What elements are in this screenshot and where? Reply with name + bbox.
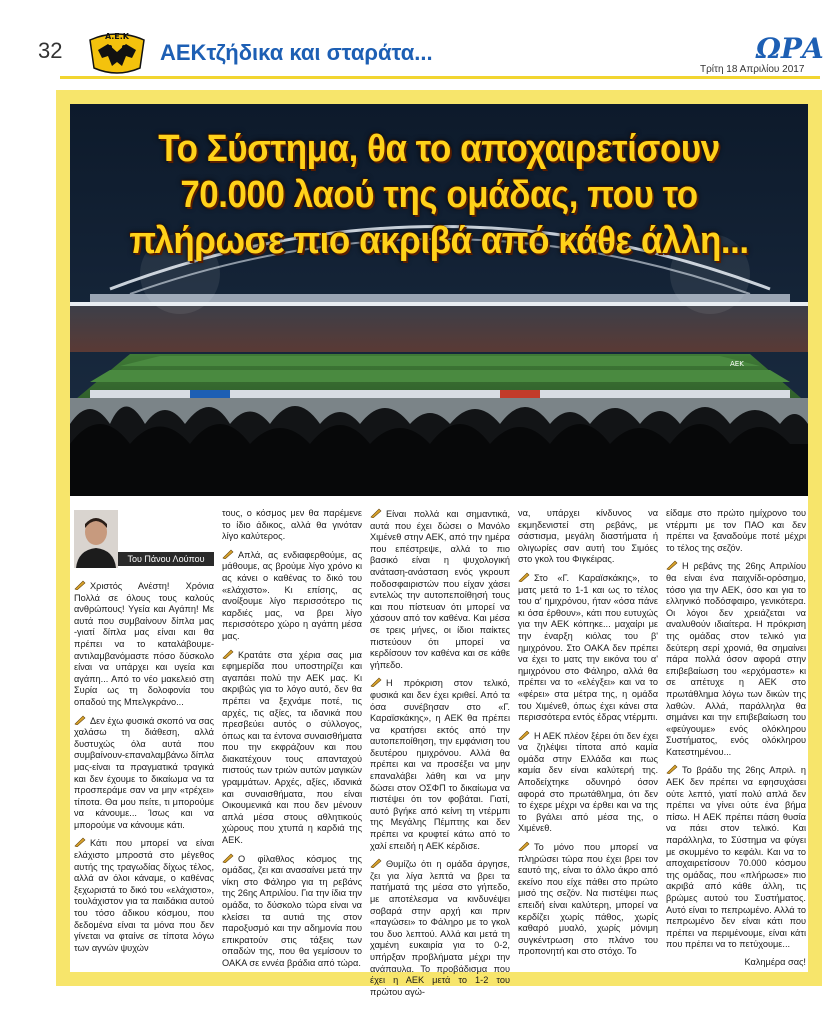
stadium-photo (70, 104, 808, 496)
pen-icon (370, 508, 382, 518)
paragraph: Χριστός Ανέστη! Χρόνια Πολλά σε όλους τους καλούς ανθρώπους! Υγεία και Αγάπη! Με αυτά που συμβαίνουν δίπλα μας -γιατί δίπλα μας είναι και θα πρέπει να το καταλάβουμε-αντιλαμβανόμαστε πόσο δύσκολο είναι να υπάρχει και υγεία και αγάπη... Από το νέο μακελειό στη Συρία ως τη δολοφονία του οπαδού της Μπελγκράνο... (74, 581, 214, 707)
headline-line-1: Το Σύστημα, θα το αποχαιρετίσουν (158, 128, 720, 170)
paragraph: Το μόνο που μπορεί να πληρώσει τώρα που έχει βρει τον εαυτό της, είναι το άλλο άκρο από εκείνο που είχε πάθει στο πρώτο μισό της σεζόν. Να πιστέψει πως επειδή είναι καλύτερη, μπορεί να κερδίζει χωρίς πάθος, χωρίς καθαρό μυαλό, χωρίς μόνιμη συγκέντρωση στο πλάνο του προπονητή και στο στόχο. Το (518, 842, 658, 957)
pen-icon (666, 764, 678, 774)
newspaper-name: ΩΡΑ (756, 32, 824, 65)
aek-eagle-logo (88, 28, 146, 76)
pen-icon (74, 580, 86, 590)
author-byline: Του Πάνου Λούπου (118, 552, 214, 566)
pen-icon (666, 560, 678, 570)
paragraph: να, υπάρχει κίνδυνος να εκμηδενιστεί στη ρεβάνς, με σάστισμα, μεγάλη διαστήματα ή ολιγωρίες σαν αυτή του Σιμόες στο γκολ του Φιγκέιρας. (518, 508, 658, 565)
paragraph: Το βράδυ της 26ης Απριλ. η ΑΕΚ δεν πρέπει να εφησυχάσει ούτε λεπτό, γιατί πολύ απλά δεν πρέπει να γίνει ούτε ένα βήμα πίσω. Η ΑΕΚ πρέπει πάση θυσία να πάει στον τελικό. Και παράλληλα, το Σύστημα να φύγει με σκυμμένο το κεφάλι. Και να το αποχαιρετίσουν 70.000 κόσμου της ομάδας, που «πλήρωσε» πιο ακριβά από κάθε άλλη, τις βρώμες αυτού του Συστήματος. Αυτό είναι το πεπρωμένο. Αλλά το πεπρωμένο δεν είναι κάτι που πρέπει να περιμένουμε, είναι κάτι που πρέπει να το πετύχουμε... (666, 765, 806, 950)
issue-date: Τρίτη 18 Απριλίου 2017 (700, 64, 805, 75)
column-5 (666, 508, 806, 975)
headline-line-3: πλήρωσε πιο ακριβά από κάθε άλλη... (129, 220, 749, 262)
pen-icon (74, 837, 86, 847)
article-body (70, 104, 808, 997)
paragraph: Στο «Γ. Καραϊσκάκης», το ματς μετά το 1-1 και ως το τέλος του α' ημιχρόνου, ήταν «όσα πάνε κι όσα έρθουν», κάτι που ευτυχώς για την ΑΕΚ κόπηκε... μαχαίρι με την έναρξη κιόλας του β' ημιχρόνου. Στο ΟΑΚΑ δεν πρέπει να έχει το ματς την εικόνα του α' ημιχρόνου στο Φάληρο, αλλά θα πρέπει να το «ελέγξει» και να το «φέρει» στα μέτρα της, η ομάδα του Χιμένεθ, όπως έχει κάνει στα περισσότερα εντός έδρας ντέρμπι. (518, 572, 658, 723)
pen-icon (222, 853, 234, 863)
paragraph: Κάτι που μπορεί να είναι ελάχιστο μπροστά στο μέγεθος αυτής της τραγωδίας δίχως τέλος, αλλά αν όλοι κάναμε, ο καθένας ξεχωριστά το δικό του «ελάχιστο», τουλάχιστον για τα παιδάκια αυτού του τόσο άδικου κόσμου, που δεδομένα είναι τα μόνα που δεν γίνεται να φταίνε σε τίποτα λόγω των αγνών ψυχών (74, 838, 215, 953)
paragraph: Η ρεβάνς της 26ης Απριλίου θα είναι ένα παιχνίδι-ορόσημο, τόσο για την ΑΕΚ, όσο και για το ελληνικό ποδόσφαιρο, γενικότερα. Οι λόγοι δεν χρειάζεται να αναλυθούν ιδιαίτερα. Η πρόκριση της ομάδας στον τελικό για δεύτερη σερί χρονιά, θα σημαίνει πάρα πολλά όσον αφορά στην επιβεβαίωση του «ερχόμαστε» κι σε απέτυχε η ΑΕΚ στο πρωτάθλημα λόγω των δικών της λαθών. Αλλά, παράλληλα θα σημάνει και την επιβεβαίωση του «φεύγουμε» ενός ολόκληρου Συστήματος, ενός ολόκληρου Κατεστημένου... (666, 561, 806, 757)
section-title: ΑΕΚτζήδικα και σταράτα... (160, 40, 433, 65)
paragraph: Είναι πολλά και σημαντικά, αυτά που έχει δώσει ο Μανόλο Χιμένεθ στην ΑΕΚ, από την ημέρα που επέστρεψε, αλλά το πιο βασικό είναι η ψυχολογική ανάταση-ανάσταση ενός γκρουπ ποδοσφαιριστών που είχαν χάσει εντελώς την αυτοπεποίθησή τους και που πίστευαν ότι μπορεί να χάσουν από τον καθένα. Και μέσα σε τρεις μήνες, οι ίδιοι παίκτες πιστεύουν ότι μπορεί να κερδίσουν τον καθένα και σε κάθε γήπεδο. (370, 509, 510, 670)
ad-board-text: AEK (730, 360, 744, 368)
paragraph: Θυμίζω ότι η ομάδα άργησε, ζει για λίγα λεπτά να βρει τα πατήματά της μέσα στο γήπεδο, με αποτέλεσμα να κινδυνέψει σοβαρά στην αρχή και πριν «παγώσει» το Φάληρο με το γκολ του δυο λεπτού. Αλλά και μετά τη χαμένη ευκαιρία για το 0-2, υπήρξαν προβλήματα μέχρι την ανάπαυλα. Το προβάδισμα που έχει η ΑΕΚ μετά το 1-2 του πρώτου αγώ- (370, 859, 510, 997)
column-1 (74, 508, 214, 960)
paragraph: Η πρόκριση στον τελικό, φυσικά και δεν έχει κριθεί. Από τα όσα συνέβησαν στο «Γ. Καραϊσκάκης», η ΑΕΚ θα πρέπει να κρατήσει εκτός από την αυτοπεποίθηση, την εμφάνιση του δευτέρου ημιχρόνου. Αλλά θα πρέπει και να προσέξει να μην επαναλάβει λάθη και να μην δώσει στον ΟΣΦΠ το δικαίωμα να πιστέψει ότι τον φοβάται. Γιατί, αυτό βγήκε από κείνη τη ντέρμπι της Μεγάλης Πέμπτης και δεν πρέπει να κρυφτεί κάτω από το χαλί επειδή η ΑΕΚ κέρδισε. (370, 678, 510, 851)
page-header (0, 0, 840, 80)
paragraph: Ο φίλαθλος κόσμος της ομάδας, ζει και ανασαίνει μετά την νίκη στο Φάληρο για τη ρεβάνς της 26ης Απριλίου. Για την ίδια την ομάδα, το δύσκολο τώρα είναι να κλείσει τα αυτιά της στον παροξυσμό και την αδημονία που επικρατούν στις τάξεις των οπαδών της, που θα γεμίσουν το ΟΑΚΑ σε εννέα βράδια από τώρα. (222, 853, 362, 968)
header-rule (60, 76, 820, 79)
pen-icon (370, 677, 382, 687)
headline-line-2: 70.000 λαού της ομάδας, που το (180, 174, 698, 216)
pen-icon (518, 730, 530, 740)
paragraph: είδαμε στο πρώτο ημίχρονο του ντέρμπι με τον ΠΑΟ και δεν πρέπει να ξαναδούμε ποτέ μέχρι το τέλος της σεζόν. (666, 508, 806, 553)
logo-text: Α.Ε.Κ (105, 32, 129, 41)
article-frame (56, 90, 822, 997)
article-columns (70, 508, 808, 997)
paragraph: Δεν έχω φυσικά σκοπό να σας χαλάσω τη διάθεση, αλλά δυστυχώς όλα αυτά που συμβαίνουν-επαναλαμβάνω δίπλα μας-είναι τα πραγματικά τραγικά και δεν έχουμε το δικαίωμα να τα προσπεράμε σαν να μην «τρέχει» τίποτα. Θα μου πείτε, τι μπορούμε να κάνουμε... Ίσως και να μπορούμε να κάνουμε κάτι. (74, 715, 214, 830)
pen-icon (74, 715, 86, 725)
pen-icon (518, 841, 530, 851)
headline (70, 126, 808, 264)
pen-icon (222, 549, 234, 559)
pen-icon (518, 572, 530, 582)
page-number: 32 (38, 38, 63, 63)
column-3 (370, 508, 510, 1004)
pen-icon (222, 649, 234, 659)
paragraph: τους, ο κόσμος μεν θα παρέμενε το ίδιο άδικος, αλλά θα γινόταν λίγο καλύτερος. (222, 508, 362, 542)
column-4 (518, 508, 658, 964)
author-photo (74, 510, 118, 568)
signoff: Καλημέρα σας! (744, 956, 806, 967)
paragraph: Κρατάτε στα χέρια σας μια εφημερίδα που υποστηρίζει και αγαπάει πολύ την ΑΕΚ μας. Κι ακριβώς για το λόγο αυτό, δεν θα πρέπει να ξεχνάμε ποτέ, τις αρχές, τις αξίες, τα ιδανικά που πρεσβεύει αυτός ο σύλλογος, όπως και τα έντονα συναισθήματα που την εκφράζουν και που διακατέχουν τους απανταχού πιστούς των τριών αυτών μαγικών γραμμάτων. Αρχές, αξίες, ιδανικά και συναισθήματα, που είναι Οικουμενικά και που δεν μένουν απλά μέσα στους αθλητικούς χώρους που χτυπά η καρδιά της ΑΕΚ. (222, 649, 362, 846)
author-block (74, 508, 214, 570)
pen-icon (370, 858, 382, 868)
paragraph: Η ΑΕΚ πλέον ξέρει ότι δεν έχει να ζηλέψει τίποτα από καμία ομάδα στην Ελλάδα και πως καμία δεν είναι καλύτερή της. Αποδείχτηκε οδυνηρό όσον αφορά στο πρωτάθλημα, ότι δεν το έχερε μέχρι να έρθει και να της το βγάλει από μέσα της, ο Χιμένεθ. (518, 730, 658, 834)
paragraph: Απλά, ας ενδιαφερθούμε, ας μάθουμε, ας βρούμε λίγο χρόνο κι ας κάνει ο καθένας το δικό του «ελάχιστο». Κι επίσης, ας ανοίξουμε λίγο περισσότερο τις καρδιές μας, να βρει λίγο περισσότερο χώρο η αγάπη μέσα μας. (222, 549, 362, 641)
column-2 (222, 508, 362, 976)
